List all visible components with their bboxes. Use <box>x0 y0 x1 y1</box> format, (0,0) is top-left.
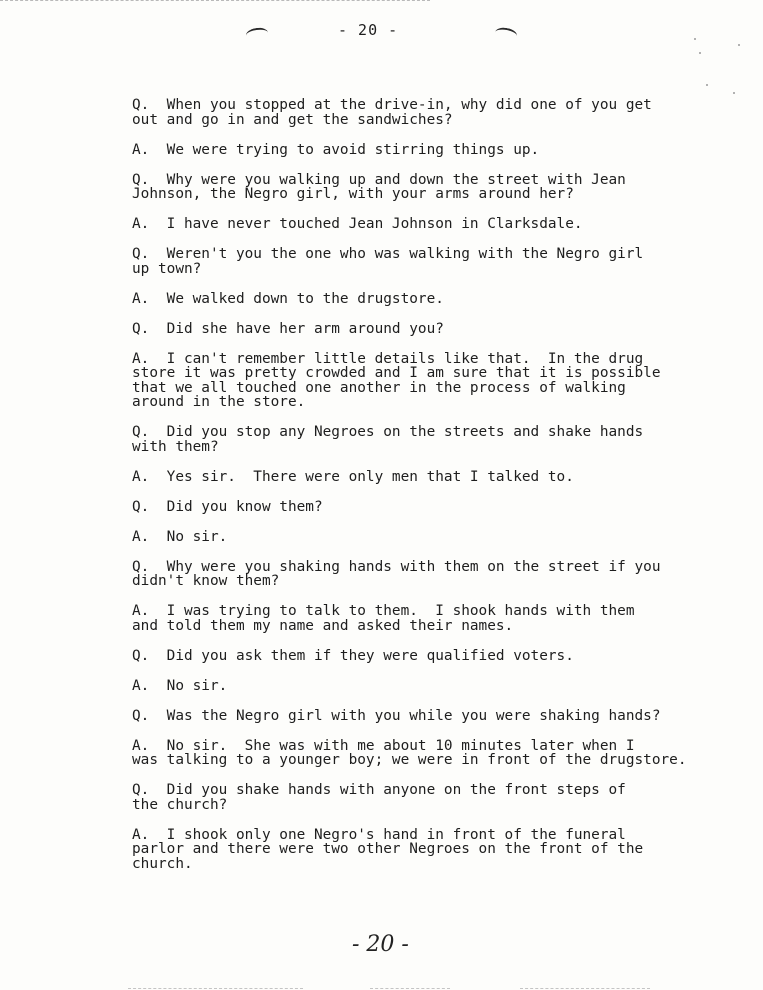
entry-label: A. <box>132 350 150 367</box>
entry-label: Q. <box>132 97 150 113</box>
transcript-entry <box>132 425 722 454</box>
scan-speck <box>738 44 740 46</box>
transcript-entry <box>132 322 722 337</box>
transcript-entry <box>132 500 722 515</box>
entry-text: Did you shake hands with anyone on the front steps of the church? <box>132 782 626 813</box>
entry-text: Did you stop any Negroes on the streets and shake hands with them? <box>132 424 644 455</box>
scan-speck <box>694 38 696 40</box>
entry-text: I shook only one Negro's hand in front of the funeral parlor and there were two other Negroes on the front of the church. <box>132 826 644 872</box>
bottom-edge-dashes <box>128 988 303 989</box>
scan-speck <box>733 92 735 94</box>
entry-label: Q. <box>132 171 150 188</box>
transcript-entry <box>132 530 722 545</box>
entry-label: Q. <box>132 246 150 262</box>
binder-mark-right <box>494 26 518 42</box>
entry-label: A. <box>132 528 150 545</box>
entry-label: Q. <box>132 782 150 798</box>
entry-text: No sir. She was with me about 10 minutes later when I was talking to a younger boy; we were in front of the drugstore. <box>132 737 687 768</box>
entry-label: A. <box>132 468 150 485</box>
entry-text: I can't remember little details like that. In the drug store it was pretty crowded and I am sure that it is possible that we all touched one another in the process of walking around in the store. <box>132 350 661 410</box>
entry-text: Did you know them? <box>166 498 323 515</box>
entry-label: A. <box>132 677 150 694</box>
transcript-entry <box>132 173 722 202</box>
transcript-entry <box>132 679 722 694</box>
binder-mark-left <box>245 27 268 42</box>
entry-label: A. <box>132 216 150 232</box>
entry-text: Did you ask them if they were qualified voters. <box>166 647 574 664</box>
transcript-entry <box>132 470 722 485</box>
transcript-entry <box>132 247 722 276</box>
entry-text: We were trying to avoid stirring things up. <box>166 141 540 158</box>
transcript-entry <box>132 352 722 410</box>
page-number-handwritten: - 20 - <box>352 932 409 957</box>
entry-label: A. <box>132 826 150 843</box>
entry-label: Q. <box>132 558 150 575</box>
entry-label: Q. <box>132 424 150 440</box>
entry-text: Yes sir. There were only men that I talked to. <box>166 468 574 485</box>
entry-label: A. <box>132 603 150 619</box>
entry-label: A. <box>132 290 150 307</box>
top-edge-dashes <box>0 0 430 1</box>
transcript-entry <box>132 560 722 589</box>
entry-text: I have never touched Jean Johnson in Clarksdale. <box>166 216 583 232</box>
entry-text: No sir. <box>166 677 228 694</box>
transcript-entry <box>132 828 722 872</box>
entry-text: When you stopped at the drive-in, why did one of you get out and go in and get the sandwiches? <box>132 97 652 128</box>
entry-text: Weren't you the one who was walking with the Negro girl up town? <box>132 246 644 277</box>
entry-text: I was trying to talk to them. I shook hands with them and told them my name and asked their names. <box>132 603 635 634</box>
transcript-entry <box>132 709 722 724</box>
entry-label: A. <box>132 141 150 158</box>
entry-label: Q. <box>132 320 150 337</box>
entry-text: We walked down to the drugstore. <box>166 290 444 307</box>
entry-label: Q. <box>132 707 150 724</box>
entry-text: Why were you walking up and down the street with Jean Johnson, the Negro girl, with your arms around her? <box>132 171 626 202</box>
entry-text: No sir. <box>166 528 228 545</box>
page-number-top: - 20 - <box>338 21 399 39</box>
transcript-body <box>132 98 722 887</box>
entry-label: Q. <box>132 498 150 515</box>
bottom-edge-dashes <box>520 988 650 989</box>
bottom-edge-dashes <box>370 988 450 989</box>
entry-label: Q. <box>132 647 150 664</box>
transcript-entry <box>132 292 722 307</box>
transcript-entry <box>132 217 722 232</box>
transcript-entry <box>132 143 722 158</box>
transcript-entry <box>132 604 722 633</box>
entry-text: Did she have her arm around you? <box>166 320 444 337</box>
transcript-entry <box>132 739 722 768</box>
transcript-entry <box>132 783 722 812</box>
transcript-entry <box>132 98 722 127</box>
transcript-entry <box>132 649 722 664</box>
scan-speck <box>706 84 708 86</box>
scan-speck <box>699 52 701 54</box>
entry-text: Was the Negro girl with you while you were shaking hands? <box>166 707 661 724</box>
entry-text: Why were you shaking hands with them on the street if you didn't know them? <box>132 558 661 589</box>
entry-label: A. <box>132 737 150 754</box>
